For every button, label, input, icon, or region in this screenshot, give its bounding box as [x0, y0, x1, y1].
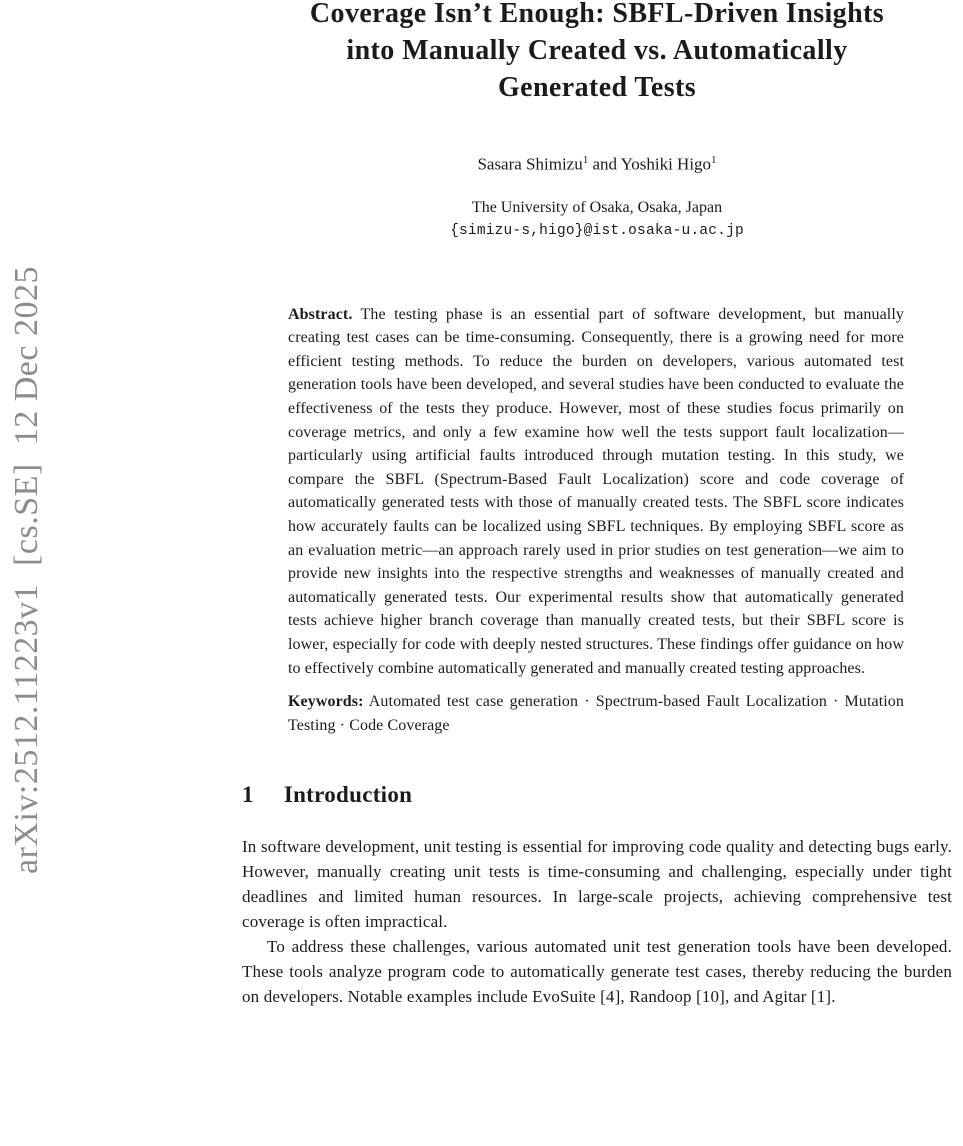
section-1-body — [242, 834, 952, 1009]
abstract-label: Abstract. — [288, 305, 353, 323]
paper-title-line-1: Coverage Isn’t Enough: SBFL-Driven Insights — [309, 0, 885, 29]
keywords-label: Keywords: — [288, 693, 364, 711]
keywords-block — [288, 690, 904, 737]
paper-title-line-2: into Manually Created vs. Automatically — [346, 35, 848, 66]
author-2-affiliation-mark: 1 — [711, 154, 717, 166]
paragraph-1: In software development, unit testing is essential for improving code quality and detecting bugs early. However, manually creating unit tests is time-consuming and challenging, especially under tight deadlines and limited human resources. In large-scale projects, achieving comprehensive test coverage is often impractical. — [242, 837, 952, 932]
paper-title — [242, 0, 952, 106]
affiliation: The University of Osaka, Osaka, Japan — [471, 198, 723, 216]
paragraph-2: To address these challenges, various automated unit test generation tools have been developed. These tools analyze program code to automatically generate test cases, thereby reducing the burden on developers. Notable examples include EvoSuite [4], Randoop [10], and Agitar [1]. — [242, 937, 952, 1007]
author-1-affiliation-mark: 1 — [582, 154, 589, 166]
author-separator: and — [588, 154, 621, 174]
section-1-title: Introduction — [283, 782, 413, 808]
contact-email: {simizu-s,higo}@ist.osaka-u.ac.jp — [450, 222, 744, 239]
keywords-text: Automated test case generation · Spectrum-based Fault Localization · Mutation Testing · Code Coverage — [288, 693, 904, 734]
section-1-number: 1 — [242, 782, 254, 808]
abstract-block — [288, 303, 904, 681]
paper-title-line-3: Generated Tests — [497, 72, 697, 103]
abstract-text: The testing phase is an essential part of software development, but manually creating test cases can be time-consuming. Consequently, there is a growing need for more efficient testing methods. To reduce the burden on developers, various automated test generation tools have been developed, and several studies have been conducted to evaluate the effectiveness of the tests they produce. However, most of these studies focus primarily on coverage metrics, and only a few examine how well the tests support fault localization—particularly using artificial faults introduced through mutation testing. In this study, we compare the SBFL (Spectrum-Based Fault Localization) score and code coverage of automatically generated tests with those of manually created tests. The SBFL score indicates how accurately faults can be localized using SBFL techniques. By employing SBFL score as an evaluation metric—an approach rarely used in prior studies on test generation—we aim to provide new insights into the respective strengths and weaknesses of manually created and automatically generated tests. Our experimental results show that automatically generated tests achieve higher branch coverage than manually created tests, but their SBFL score is lower, especially for code with deeply nested structures. These findings offer guidance on how to effectively combine automatically generated and manually created testing approaches. — [288, 305, 904, 677]
author-line — [242, 149, 952, 176]
section-1-heading — [242, 781, 952, 809]
author-2: Yoshiki Higo — [620, 154, 712, 174]
paper-content — [242, 0, 952, 1009]
arxiv-id-label: arXiv:2512.11223v1 [cs.SE] 12 Dec 2025 — [8, 266, 46, 874]
author-1: Sasara Shimizu — [477, 154, 583, 174]
arxiv-watermark — [6, 200, 48, 940]
